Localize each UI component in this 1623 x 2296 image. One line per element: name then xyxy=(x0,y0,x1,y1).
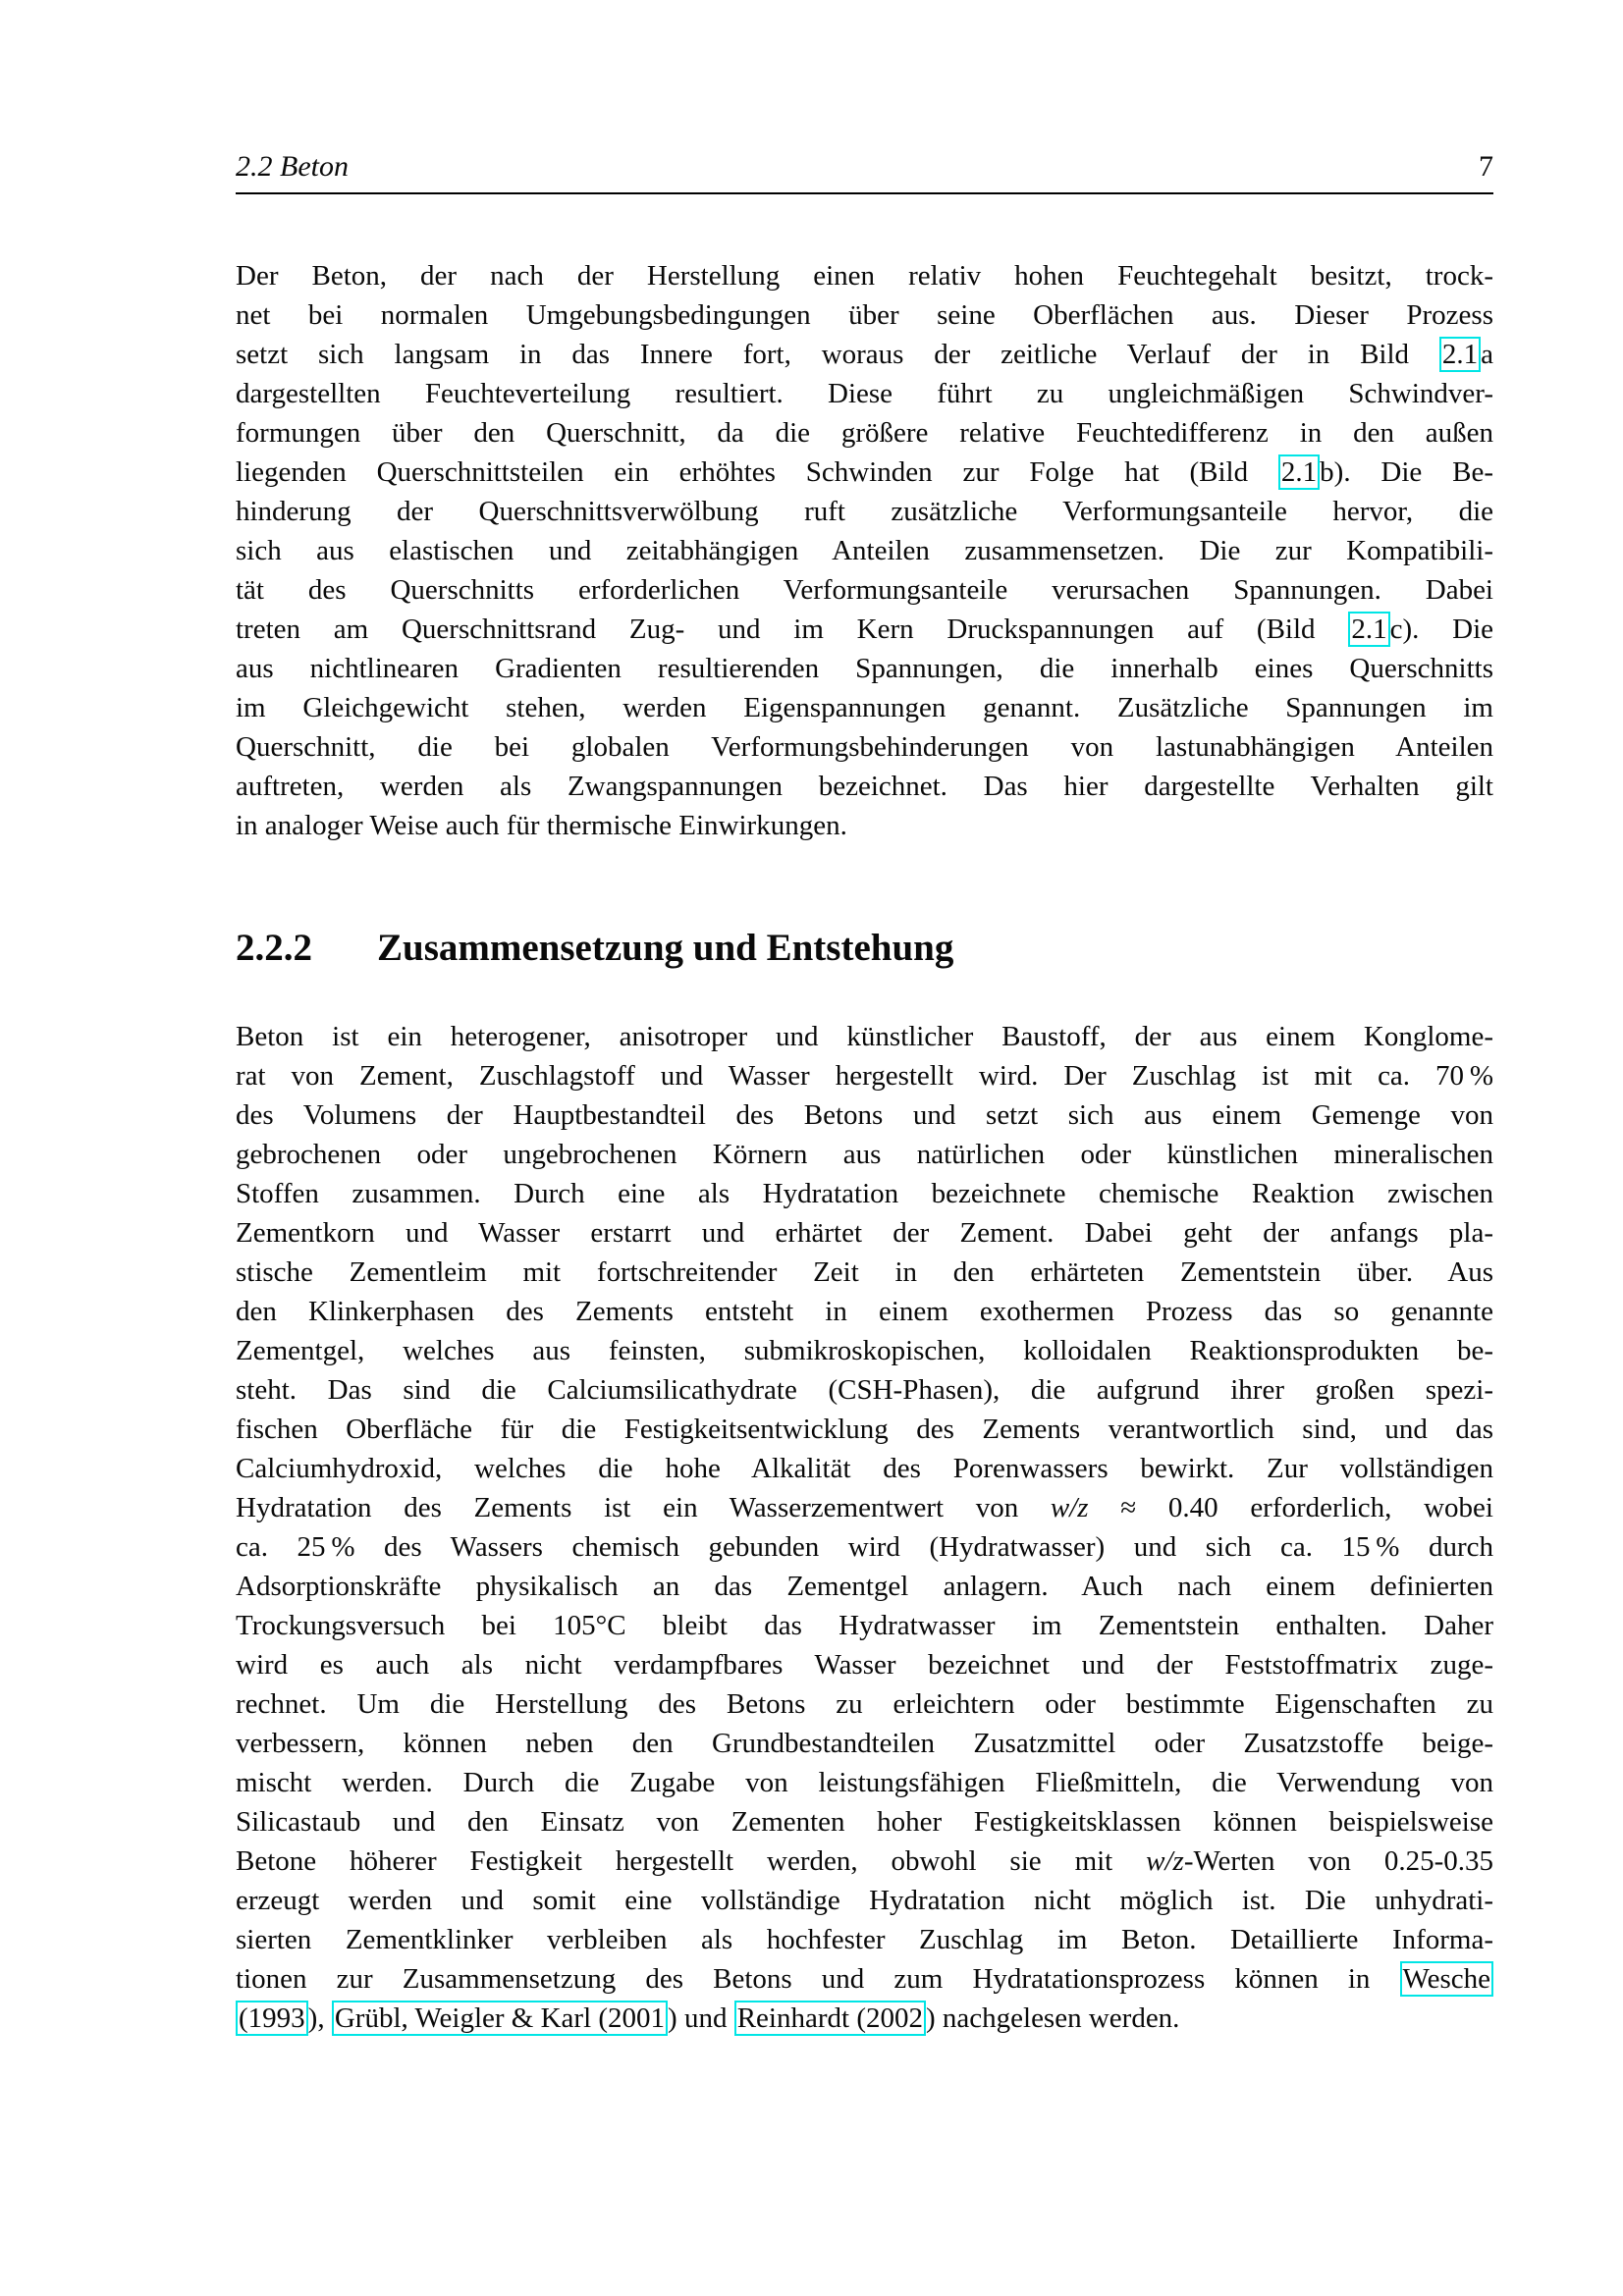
text-line xyxy=(236,1959,1493,1999)
text-segment: steht. Das sind die Calciumsilicathydrate (CSH-Phasen), die aufgrund ihrer großen spezi- xyxy=(236,1374,1493,1406)
text-segment: stische Zementleim mit fortschreitender Zeit in den erhärteten Zementstein über. Aus xyxy=(236,1256,1493,1288)
citation-link[interactable]: Grübl, Weigler & Karl (2001 xyxy=(332,2001,668,2036)
text-segment: Beton ist ein heterogener, anisotroper und künstlicher Baustoff, der aus einem Konglome- xyxy=(236,1021,1493,1052)
text-segment: w/z xyxy=(1050,1492,1089,1523)
text-segment: hinderung der Querschnittsverwölbung ruft zusätzliche Verformungsanteile hervor, die xyxy=(236,496,1493,527)
text-segment: Der Beton, der nach der Herstellung einen relativ hohen Feuchtegehalt besitzt, trock- xyxy=(236,260,1493,292)
text-line xyxy=(236,1684,1493,1724)
text-line xyxy=(236,1999,1493,2038)
text-segment: tionen zur Zusammensetzung des Betons und zum Hydratationsprozess können in xyxy=(236,1963,1400,1995)
text-segment: Querschnitt, die bei globalen Verformungsbehinderungen von lastunabhängigen Anteilen xyxy=(236,731,1493,763)
text-line xyxy=(236,570,1493,610)
text-line xyxy=(236,1292,1493,1331)
text-segment: rechnet. Um die Herstellung des Betons zu erleichtern oder bestimmte Eigenschaften zu xyxy=(236,1688,1493,1720)
text-segment: sich aus elastischen und zeitabhängigen Anteilen zusammensetzen. Die zur Kompatibili- xyxy=(236,535,1493,566)
text-segment: rat von Zement, Zuschlagstoff und Wasser hergestellt wird. Der Zuschlag ist mit ca. 70 % xyxy=(236,1060,1493,1092)
text-segment: fischen Oberfläche für die Festigkeitsentwicklung des Zements verantwortlich sind, und das xyxy=(236,1414,1493,1445)
text-segment: in analoger Weise auch für thermische Einwirkungen. xyxy=(236,810,847,841)
text-line xyxy=(236,1174,1493,1213)
running-section-title: 2.2 Beton xyxy=(236,150,349,183)
text-line xyxy=(236,256,1493,295)
text-segment: Zementgel, welches aus feinsten, submikroskopischen, kolloidalen Reaktionsprodukten be- xyxy=(236,1335,1493,1366)
text-segment: a xyxy=(1481,339,1493,370)
section-number: 2.2.2 xyxy=(236,927,312,969)
text-line xyxy=(236,806,1493,845)
text-line xyxy=(236,1527,1493,1567)
text-segment: ≈ 0.40 erforderlich, wobei xyxy=(1088,1492,1493,1523)
text-line xyxy=(236,1331,1493,1370)
text-line xyxy=(236,688,1493,727)
text-segment: Zementkorn und Wasser erstarrt und erhärtet der Zement. Dabei geht der anfangs pla- xyxy=(236,1217,1493,1249)
text-line xyxy=(236,1213,1493,1253)
text-segment: sierten Zementklinker verbleiben als hochfester Zuschlag im Beton. Detaillierte Informa- xyxy=(236,1924,1493,1955)
text-segment: auftreten, werden als Zwangspannungen bezeichnet. Das hier dargestellte Verhalten gilt xyxy=(236,771,1493,802)
text-segment: tät des Querschnitts erforderlichen Verformungsanteile verursachen Spannungen. Dabei xyxy=(236,574,1493,606)
text-segment: Silicastaub und den Einsatz von Zementen hoher Festigkeitsklassen können beispielsweise xyxy=(236,1806,1493,1838)
text-segment: dargestellten Feuchteverteilung resultiert. Diese führt zu ungleichmäßigen Schwindver- xyxy=(236,378,1493,409)
text-segment: erzeugt werden und somit eine vollständige Hydratation nicht möglich ist. Die unhydrati- xyxy=(236,1885,1493,1916)
section-title: Zusammensetzung und Entstehung xyxy=(377,927,954,969)
text-line xyxy=(236,610,1493,649)
header-rule xyxy=(236,192,1493,194)
text-segment: setzt sich langsam in das Innere fort, woraus der zeitliche Verlauf der in Bild xyxy=(236,339,1439,370)
text-segment: Trockungsversuch bei 105°C bleibt das Hydratwasser im Zementstein enthalten. Daher xyxy=(236,1610,1493,1641)
text-line xyxy=(236,727,1493,767)
text-segment: Betone höherer Festigkeit hergestellt werden, obwohl sie mit xyxy=(236,1845,1147,1877)
text-segment: wird es auch als nicht verdampfbares Wasser bezeichnet und der Feststoffmatrix zuge- xyxy=(236,1649,1493,1681)
text-line xyxy=(236,1056,1493,1095)
text-segment: c). Die xyxy=(1389,614,1493,645)
text-segment: mischt werden. Durch die Zugabe von leistungsfähigen Fließmitteln, die Verwendung von xyxy=(236,1767,1493,1798)
text-segment: ca. 25 % des Wassers chemisch gebunden wird (Hydratwasser) und sich ca. 15 % durch xyxy=(236,1531,1493,1563)
text-line xyxy=(236,1449,1493,1488)
text-segment: -Werten von 0.25-0.35 xyxy=(1183,1845,1493,1877)
text-line xyxy=(236,1920,1493,1959)
figure-reference-link[interactable]: 2.1 xyxy=(1348,612,1389,647)
text-line xyxy=(236,1645,1493,1684)
text-line xyxy=(236,1606,1493,1645)
text-line xyxy=(236,767,1493,806)
text-line xyxy=(236,1370,1493,1410)
text-line xyxy=(236,649,1493,688)
text-line xyxy=(236,1842,1493,1881)
page-number: 7 xyxy=(1479,150,1493,183)
figure-reference-link[interactable]: 2.1 xyxy=(1439,337,1481,372)
text-line xyxy=(236,1135,1493,1174)
text-segment: formungen über den Querschnitt, da die größere relative Feuchtedifferenz in den außen xyxy=(236,417,1493,449)
text-segment: gebrochenen oder ungebrochenen Körnern aus natürlichen oder künstlichen mineralischen xyxy=(236,1139,1493,1170)
text-line xyxy=(236,1724,1493,1763)
citation-link[interactable]: Reinhardt (2002 xyxy=(734,2001,926,2036)
text-line xyxy=(236,413,1493,453)
text-segment: ), xyxy=(307,2002,332,2034)
text-line xyxy=(236,1567,1493,1606)
text-segment: aus nichtlinearen Gradienten resultierenden Spannungen, die innerhalb eines Querschnitts xyxy=(236,653,1493,684)
paragraph-moisture-and-shrinkage xyxy=(236,256,1493,845)
text-segment: b). Die Be- xyxy=(1320,456,1493,488)
text-line xyxy=(236,531,1493,570)
citation-link[interactable]: Wesche xyxy=(1400,1961,1493,1997)
text-line xyxy=(236,492,1493,531)
text-segment: Adsorptionskräfte physikalisch an das Zementgel anlagern. Auch nach einem definierten xyxy=(236,1571,1493,1602)
text-segment: im Gleichgewicht stehen, werden Eigenspannungen genannt. Zusätzliche Spannungen im xyxy=(236,692,1493,723)
text-segment: Stoffen zusammen. Durch eine als Hydratation bezeichnete chemische Reaktion zwischen xyxy=(236,1178,1493,1209)
text-segment: des Volumens der Hauptbestandteil des Betons und setzt sich aus einem Gemenge von xyxy=(236,1099,1493,1131)
text-segment: ) nachgelesen werden. xyxy=(925,2002,1180,2034)
text-segment: net bei normalen Umgebungsbedingungen über seine Oberflächen aus. Dieser Prozess xyxy=(236,299,1493,331)
paragraph-composition-and-formation xyxy=(236,1017,1493,2038)
text-segment: liegenden Querschnittsteilen ein erhöhtes Schwinden zur Folge hat (Bild xyxy=(236,456,1278,488)
text-line xyxy=(236,1763,1493,1802)
page-header xyxy=(236,147,1493,187)
text-line xyxy=(236,1881,1493,1920)
section-heading xyxy=(236,925,1493,972)
text-segment: Calciumhydroxid, welches die hohe Alkalität des Porenwassers bewirkt. Zur vollständigen xyxy=(236,1453,1493,1484)
citation-link[interactable]: (1993 xyxy=(236,2001,308,2036)
text-segment: den Klinkerphasen des Zements entsteht in einem exothermen Prozess das so genannte xyxy=(236,1296,1493,1327)
text-segment: verbessern, können neben den Grundbestandteilen Zusatzmittel oder Zusatzstoffe beige- xyxy=(236,1728,1493,1759)
text-line xyxy=(236,1488,1493,1527)
text-line xyxy=(236,1410,1493,1449)
text-line xyxy=(236,1253,1493,1292)
text-segment: w/z xyxy=(1146,1845,1184,1877)
text-segment: ) und xyxy=(668,2002,734,2034)
text-line xyxy=(236,1802,1493,1842)
figure-reference-link[interactable]: 2.1 xyxy=(1278,454,1320,490)
text-line xyxy=(236,453,1493,492)
text-line xyxy=(236,374,1493,413)
text-line xyxy=(236,335,1493,374)
text-line xyxy=(236,295,1493,335)
text-segment: Hydratation des Zements ist ein Wasserzementwert von xyxy=(236,1492,1051,1523)
text-line xyxy=(236,1095,1493,1135)
text-line xyxy=(236,1017,1493,1056)
text-segment: treten am Querschnittsrand Zug- und im Kern Druckspannungen auf (Bild xyxy=(236,614,1349,645)
